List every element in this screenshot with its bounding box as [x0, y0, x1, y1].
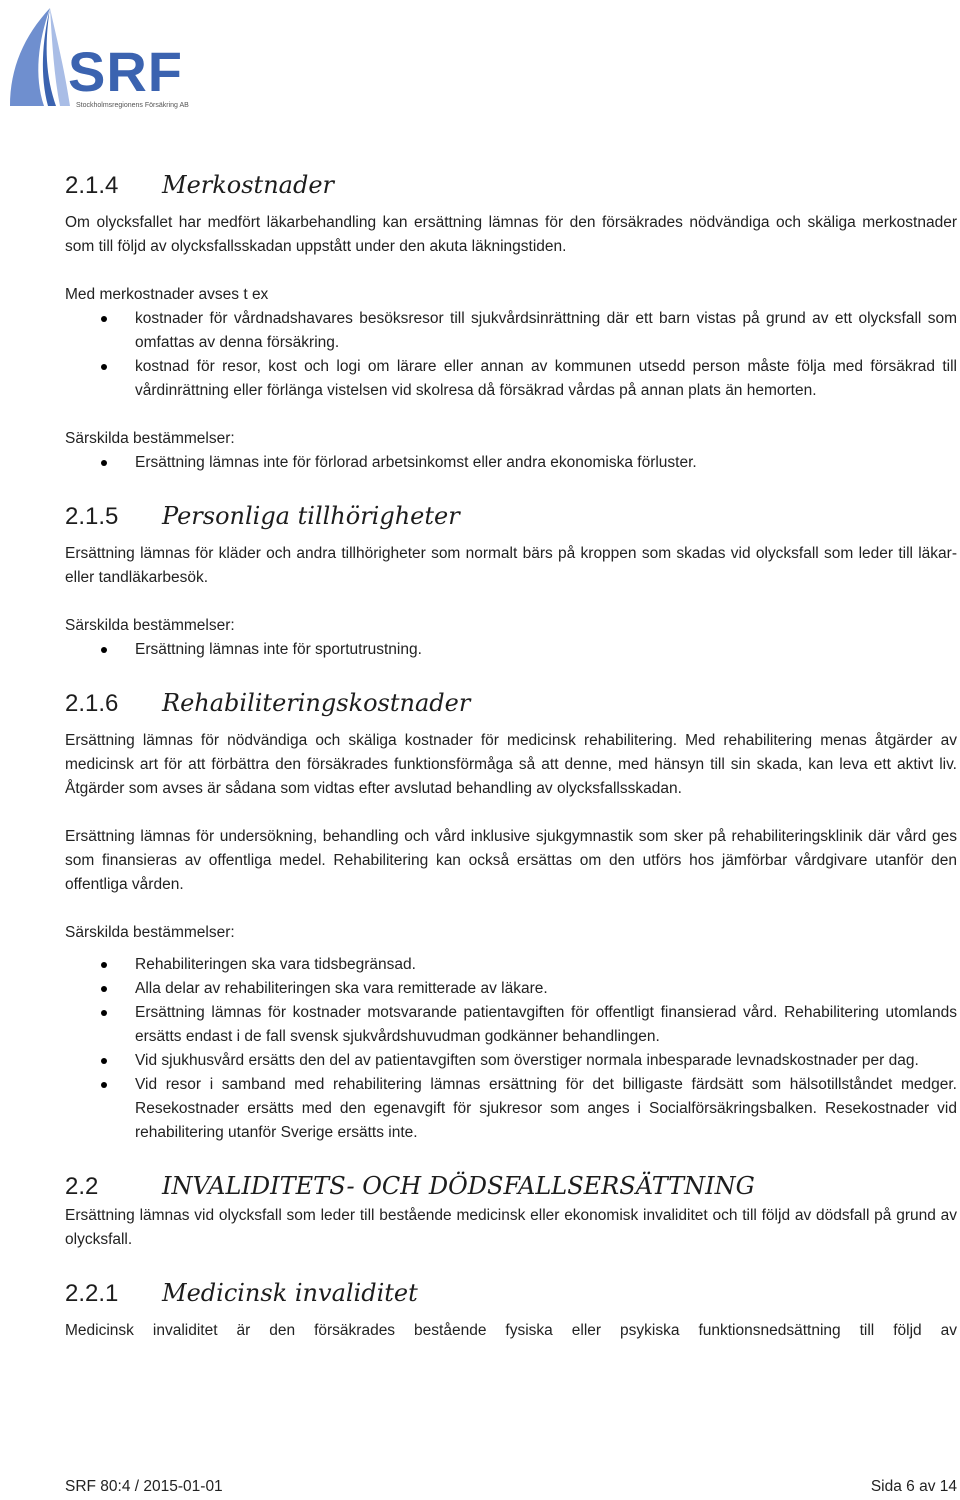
section-title: Personliga tillhörigheter: [162, 502, 460, 530]
list-lead: Med merkostnader avses t ex: [65, 286, 269, 303]
list-item: Vid sjukhusvård ersätts den del av patientavgiften som överstiger normala inbesparade levnadskostnader per dag.: [65, 1049, 957, 1073]
paragraph: Ersättning lämnas vid olycksfall som leder till bestående medicinsk eller ekonomisk invaliditet och till följd av dödsfall på grund av olycksfall.: [65, 1207, 957, 1248]
paragraph: Om olycksfallet har medfört läkarbehandling kan ersättning lämnas för den försäkrades nödvändiga och skäliga merkostnader som till följd av olycksfallsskadan uppstått under den akuta läkningstiden.: [65, 214, 957, 255]
bullet-icon: [101, 1058, 107, 1064]
special-provisions-label: Särskilda bestämmelser:: [65, 617, 235, 634]
section-number: 2.1.4: [65, 172, 119, 199]
bullet-icon: [101, 1082, 107, 1088]
paragraph: Medicinsk invaliditet är den försäkrades bestående fysiska eller psykiska funktionsnedsättning till följd av: [65, 1322, 957, 1339]
list-item: Rehabiliteringen ska vara tidsbegränsad.: [65, 953, 957, 977]
section-title: INVALIDITETS- OCH DÖDSFALLSERSÄTTNING: [162, 1172, 755, 1200]
bullet-icon: [101, 986, 107, 992]
list-item: kostnad för resor, kost och logi om lärare eller annan av kommunen utsedd person måste följa med försäkrad till vårdinrättning eller förlänga vistelsen vid skolresa då försäkrad vårdas på annan plats än hemorten.: [65, 355, 957, 403]
section-heading-2-1-5: [65, 499, 957, 534]
section-title: Medicinsk invaliditet: [162, 1279, 418, 1307]
section-heading-2-1-6: [65, 686, 957, 721]
list-item: Ersättning lämnas inte för förlorad arbetsinkomst eller andra ekonomiska förluster.: [65, 451, 957, 475]
section-number: 2.1.6: [65, 690, 119, 717]
bullet-icon: [101, 364, 107, 370]
section-heading-2-1-4: [65, 168, 957, 203]
list-item: Vid resor i samband med rehabilitering lämnas ersättning för det billigaste färdsätt som hälsotillståndet medger. Resekostnader ersätts med den egenavgift för sjukresor som anges i Socialförsäkringsbalken. Resekostnader vid rehabilitering utanför Sverige ersätts inte.: [65, 1073, 957, 1145]
logo-subtitle: Stockholmsregionens Försäkring AB: [76, 102, 189, 109]
section-number: 2.2.1: [65, 1280, 119, 1307]
logo-wordmark: SRF: [68, 40, 183, 103]
srf-logo: [4, 6, 204, 112]
bullet-icon: [101, 460, 107, 466]
special-provisions-label: Särskilda bestämmelser:: [65, 924, 235, 941]
paragraph: Ersättning lämnas för nödvändiga och skäliga kostnader för medicinsk rehabilitering. Med rehabilitering menas åtgärder av medicinsk art för att förbättra den försäkrades funktionsförmåga så att denne, med hänsyn till sin skada, kan leva ett aktivt liv. Åtgärder som avses är sådana som vidtas efter avslutad behandling av olycksfallsskadan.: [65, 732, 957, 797]
bullet-icon: [101, 316, 107, 322]
list-item: Alla delar av rehabiliteringen ska vara remitterade av läkare.: [65, 977, 957, 1001]
bullet-list: [65, 638, 957, 662]
bullet-list: [65, 953, 957, 1145]
section-title: Rehabiliteringskostnader: [162, 689, 471, 717]
document-body: [65, 168, 957, 1343]
section-heading-2-2: [65, 1169, 957, 1204]
sail-icon: [4, 6, 74, 110]
list-item: kostnader för vårdnadshavares besöksresor till sjukvårdsinrättning där ett barn vistas på grund av ett olycksfall som omfattas av denna försäkring.: [65, 307, 957, 355]
section-heading-2-2-1: [65, 1276, 957, 1311]
section-number: 2.1.5: [65, 503, 119, 530]
page-footer: [65, 1476, 957, 1498]
page-number: Sida 6 av 14: [870, 1478, 957, 1495]
bullet-list: [65, 307, 957, 403]
document-reference: SRF 80:4 / 2015-01-01: [65, 1478, 223, 1495]
bullet-list: [65, 451, 957, 475]
bullet-icon: [101, 647, 107, 653]
special-provisions-label: Särskilda bestämmelser:: [65, 430, 235, 447]
bullet-icon: [101, 1010, 107, 1016]
section-title: Merkostnader: [162, 171, 335, 199]
list-item: Ersättning lämnas för kostnader motsvarande patientavgiften för offentligt finansierad vård. Rehabilitering utomlands ersätts endast i de fall svensk sjukvårdshuvudman godkänner behandlingen.: [65, 1001, 957, 1049]
section-number: 2.2: [65, 1173, 99, 1200]
paragraph: Ersättning lämnas för undersökning, behandling och vård inklusive sjukgymnastik som sker på rehabiliteringsklinik där vård ges som finansieras av offentliga medel. Rehabilitering kan också ersättas om den utförs hos jämförbar vårdgivare utanför den offentliga vården.: [65, 828, 957, 893]
list-item: Ersättning lämnas inte för sportutrustning.: [65, 638, 957, 662]
paragraph: Ersättning lämnas för kläder och andra tillhörigheter som normalt bärs på kroppen som skadas vid olycksfall som leder till läkar- eller tandläkarbesök.: [65, 545, 957, 586]
bullet-icon: [101, 962, 107, 968]
